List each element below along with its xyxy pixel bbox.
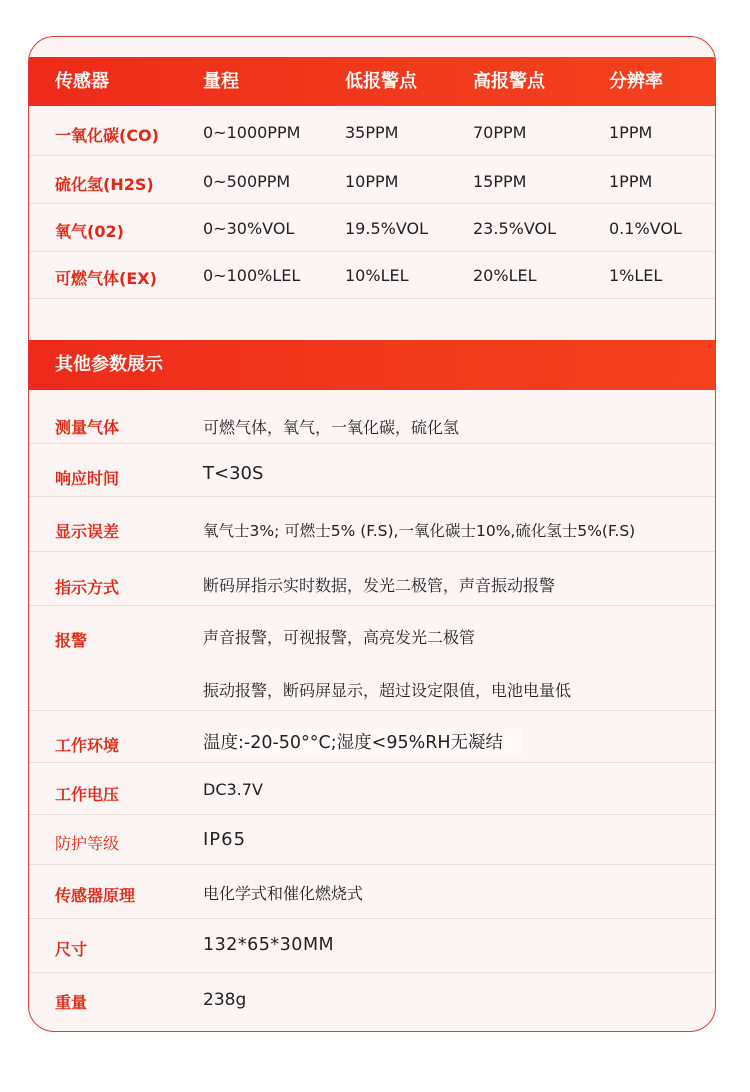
param-value-line2: 振动报警，断码屏显示，超过设定限值，电池电量低 — [203, 681, 572, 700]
range-value: 0~1000PPM — [203, 123, 301, 142]
col-header-range: 量程 — [203, 71, 239, 92]
table-row — [29, 106, 715, 156]
param-value: DC3.7V — [203, 780, 263, 799]
resolution-value: 1%LEL — [609, 266, 663, 285]
param-row — [29, 606, 715, 711]
param-value: 声音报警，可视报警，高亮发光二极管 — [203, 628, 476, 647]
sensor-name: 硫化氢(H2S) — [55, 175, 154, 194]
param-label: 显示误差 — [55, 522, 120, 541]
param-value: 可燃气体，氧气，一氧化碳，硫化氢 — [203, 418, 460, 437]
param-label: 报警 — [55, 631, 88, 650]
high-alarm-value: 70PPM — [473, 123, 527, 142]
param-value: 温度:-20-50°°C;湿度<95%RH无凝结 — [203, 729, 523, 754]
low-alarm-value: 35PPM — [345, 123, 399, 142]
param-label: 防护等级 — [55, 834, 120, 853]
range-value: 0~100%LEL — [203, 266, 301, 285]
param-row — [29, 497, 715, 552]
param-value: 电化学式和催化燃烧式 — [203, 884, 364, 903]
high-alarm-value: 20%LEL — [473, 266, 537, 285]
param-row — [29, 711, 715, 763]
param-label: 传感器原理 — [55, 886, 136, 905]
param-row — [29, 763, 715, 815]
param-value: IP65 — [203, 829, 247, 850]
col-header-sensor: 传感器 — [55, 71, 109, 92]
param-label: 测量气体 — [55, 418, 120, 437]
low-alarm-value: 19.5%VOL — [345, 219, 428, 238]
sensor-name: 可燃气体(EX) — [55, 269, 157, 288]
param-value: 氧气士3%; 可燃士5% (F.S),一氧化碳士10%,硫化氢士5%(F.S) — [203, 522, 636, 540]
resolution-value: 1PPM — [609, 172, 653, 191]
low-alarm-value: 10PPM — [345, 172, 399, 191]
param-value: T<30S — [203, 463, 264, 484]
spec-card — [28, 36, 716, 1032]
resolution-value: 0.1%VOL — [609, 219, 682, 238]
param-row — [29, 919, 715, 973]
high-alarm-value: 15PPM — [473, 172, 527, 191]
range-value: 0~500PPM — [203, 172, 291, 191]
table-row — [29, 156, 715, 204]
param-row — [29, 390, 715, 444]
param-label: 工作电压 — [55, 785, 120, 804]
range-value: 0~30%VOL — [203, 219, 295, 238]
col-header-high-alarm: 高报警点 — [473, 71, 545, 92]
params-section-header — [29, 340, 715, 390]
param-row — [29, 552, 715, 606]
param-row — [29, 973, 715, 1032]
low-alarm-value: 10%LEL — [345, 266, 409, 285]
param-label: 尺寸 — [55, 940, 88, 959]
param-value: 132*65*30MM — [203, 935, 335, 955]
col-header-resolution: 分辨率 — [609, 71, 663, 92]
param-row — [29, 815, 715, 865]
col-header-low-alarm: 低报警点 — [345, 71, 417, 92]
sensor-name: 氧气(02) — [55, 222, 124, 241]
params-section-title: 其他参数展示 — [55, 354, 163, 375]
table-row — [29, 204, 715, 252]
param-label: 工作环境 — [55, 736, 120, 755]
param-value: 断码屏指示实时数据，发光二极管，声音振动报警 — [203, 576, 556, 595]
sensor-name: 一氧化碳(CO) — [55, 126, 159, 145]
param-label: 指示方式 — [55, 578, 120, 597]
param-label: 响应时间 — [55, 469, 120, 488]
resolution-value: 1PPM — [609, 123, 653, 142]
param-label: 重量 — [55, 993, 88, 1012]
param-row — [29, 865, 715, 919]
high-alarm-value: 23.5%VOL — [473, 219, 556, 238]
param-row — [29, 444, 715, 497]
table-row — [29, 252, 715, 299]
param-value: 238g — [203, 990, 247, 1010]
sensor-table-header — [29, 57, 715, 106]
